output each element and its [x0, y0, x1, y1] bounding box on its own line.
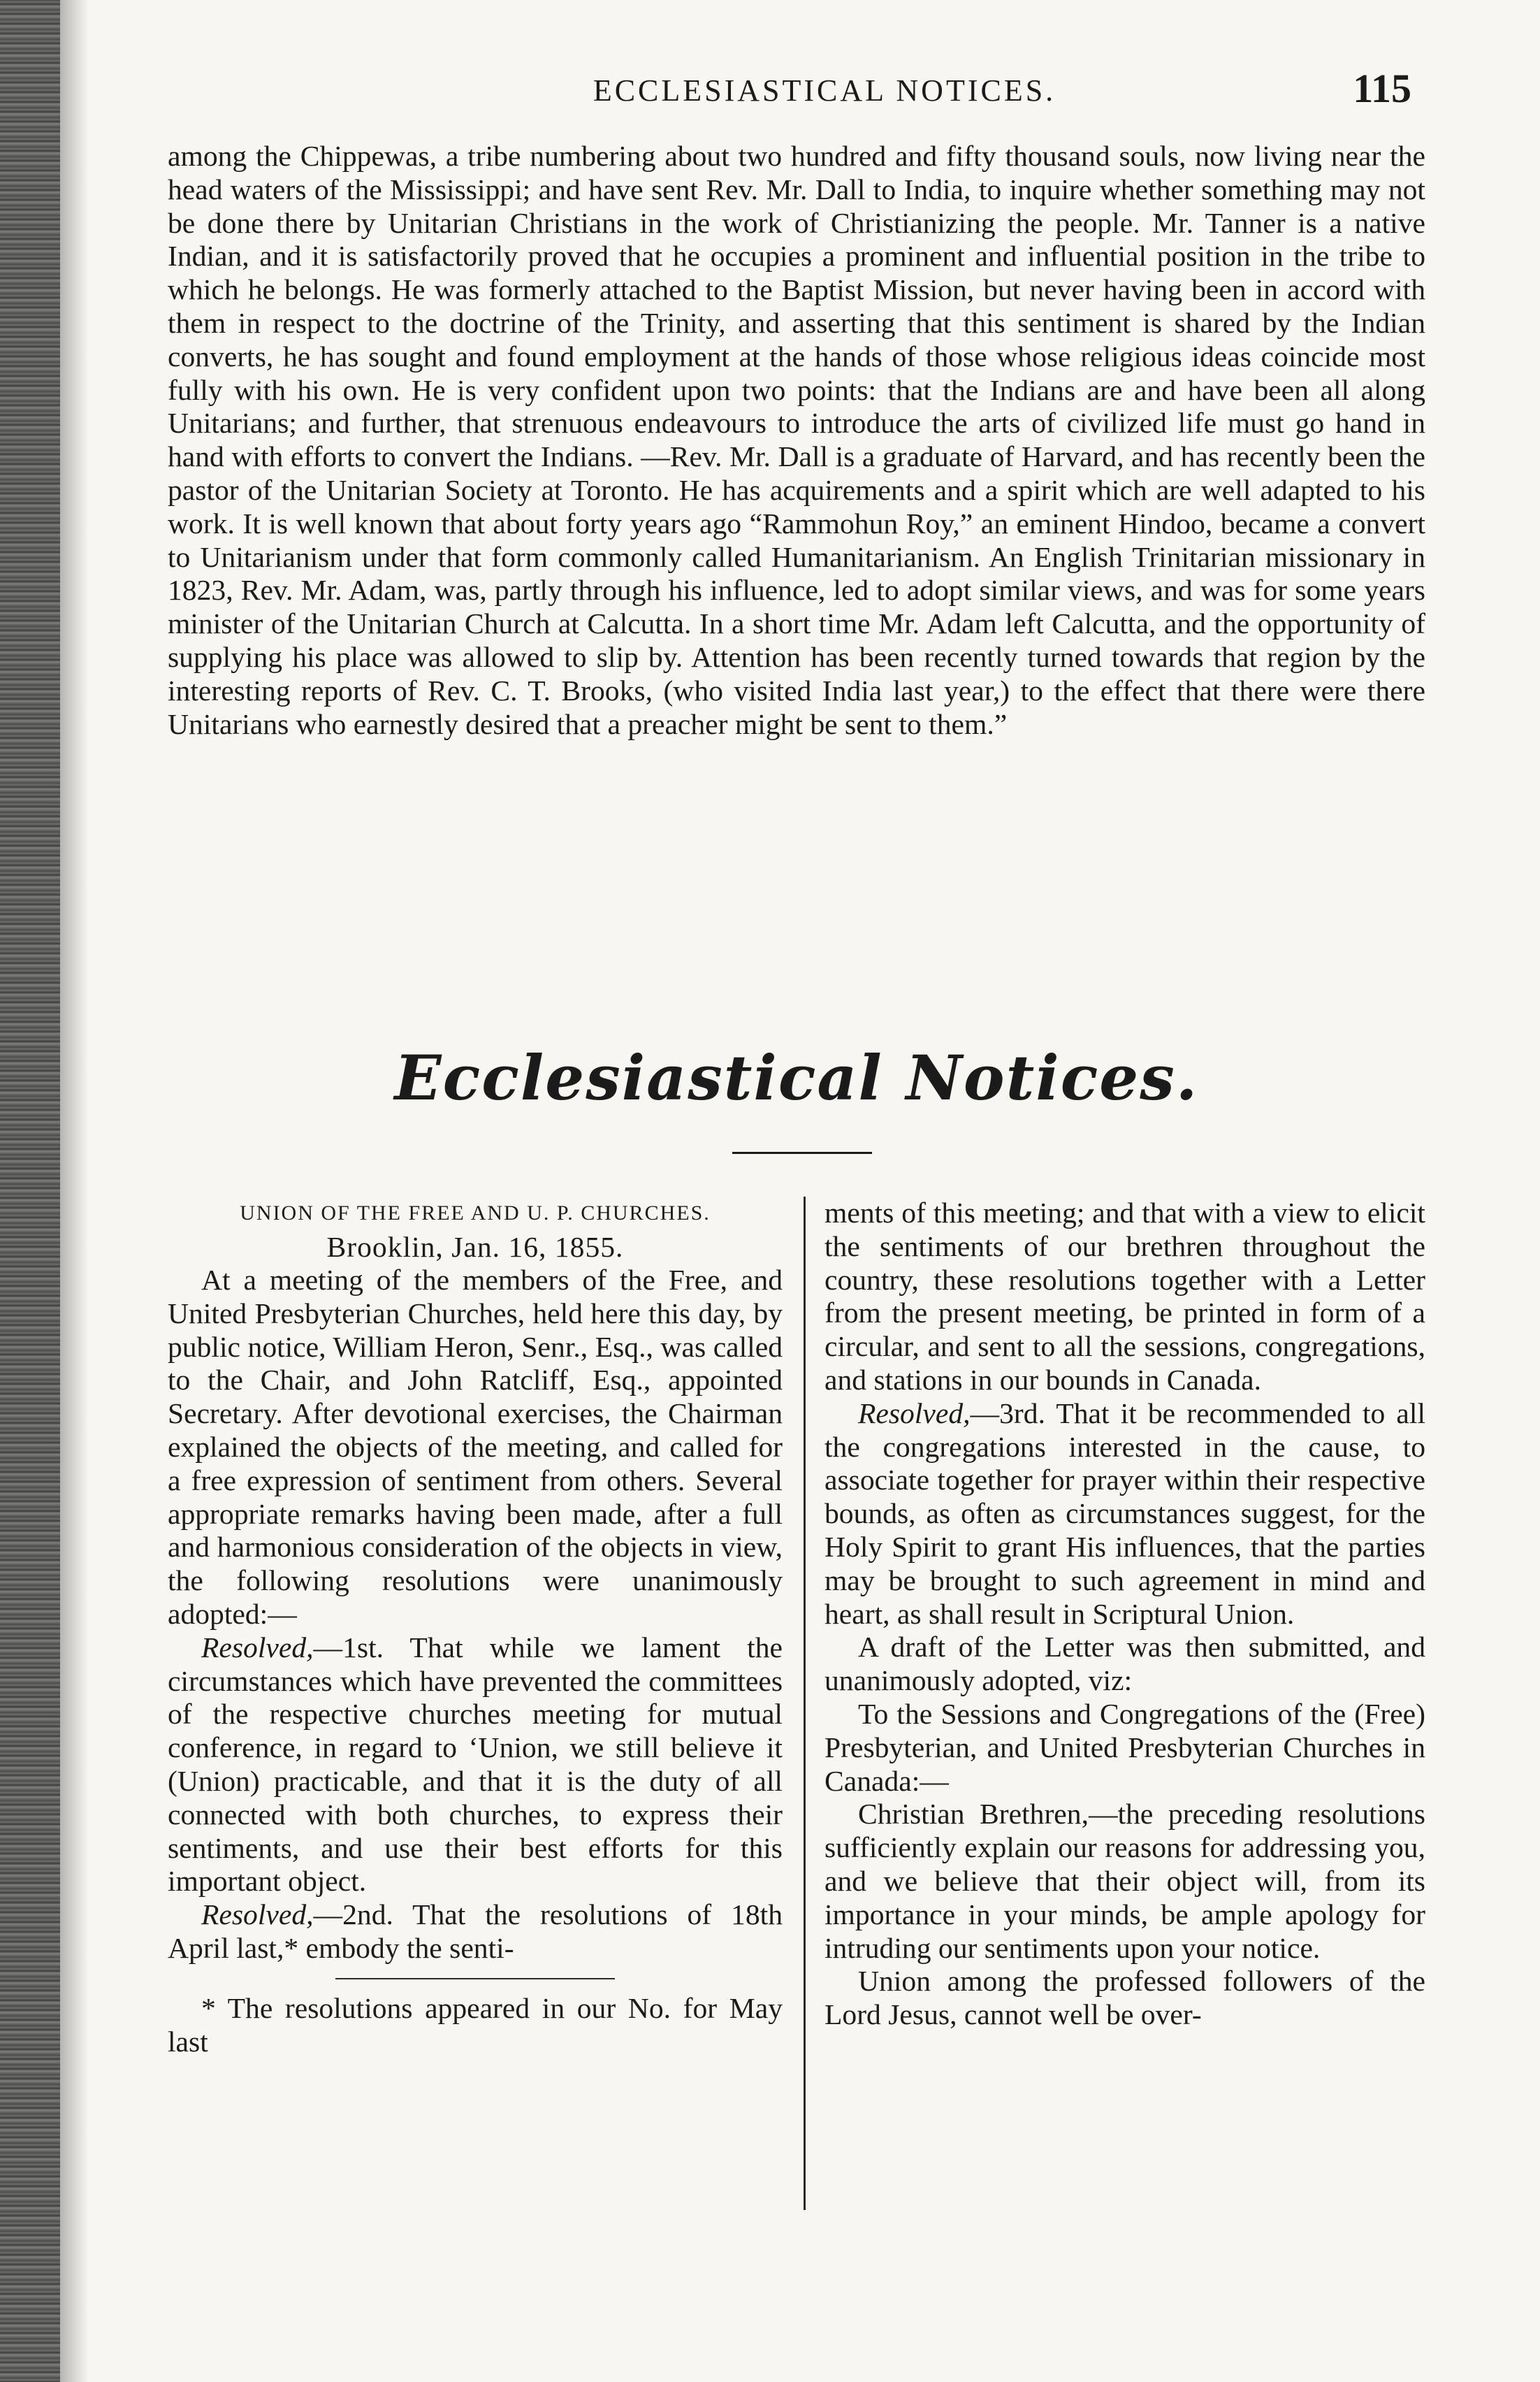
- resolution-third: [825, 1397, 1425, 1631]
- letter-address: To the Sessions and Congregations of the (Free) Presbyterian, and United Presbyterian Churches in Canada:—: [825, 1697, 1425, 1797]
- letter-union-paragraph: Union among the professed followers of the Lord Jesus, cannot well be over-: [825, 1965, 1425, 2031]
- resolution-label: Resolved,: [201, 1631, 314, 1663]
- heading-rule: [732, 1152, 872, 1154]
- footnote-rule: [335, 1978, 615, 1979]
- right-column: [825, 1197, 1425, 2032]
- resolution-first: [168, 1631, 783, 1898]
- meeting-paragraph: At a meeting of the members of the Free, and United Presbyterian Churches, held here this day, by public notice, William Heron, Senr., Esq., was called to the Chair, and John Ratcliff, Esq., appointed Secretary. After devotional exercises, the Chairman explained the objects of the meeting, and called for a free expression of sentiment from others. Several appropriate remarks having been made, after a full and harmonious consideration of the objects in view, the following resolutions were unanimously adopted:—: [168, 1264, 783, 1630]
- footnote: * The resolutions appeared in our No. for May last: [168, 1991, 783, 2058]
- book-spine-shadow: [0, 0, 60, 2382]
- intro-section: [168, 140, 1425, 741]
- resolution-label: Resolved,: [858, 1396, 971, 1429]
- letter-salutation-paragraph: Christian Brethren,—the preceding resolutions sufficiently explain our reasons for addressing you, and we believe that their object will, from its importance in your minds, be ample apology for intruding our sentiments upon your notice.: [825, 1798, 1425, 1964]
- book-page: [168, 0, 1425, 2382]
- section-heading: Ecclesiastical Notices.: [394, 1041, 1199, 1114]
- resolution-text: —1st. That while we lament the circumstances which have prevented the committees of the respective churches meeting for mutual conference, in regard to ‘Union, we still believe it (Union) practicable, and that it is the duty of all connected with both churches, to express their sentiments, and use their best efforts for this important object.: [168, 1631, 783, 1898]
- intro-paragraph: among the Chippewas, a tribe numbering about two hundred and fifty thousand souls, now living near the head waters of the Mississippi; and have sent Rev. Mr. Dall to India, to inquire whether something may not be done there by Unitarian Christians in the work of Christianizing the people. Mr. Tanner is a native Indian, and it is satisfactorily proved that he occupies a prominent and influential position in the tribe to which he belongs. He was formerly attached to the Baptist Mission, but never having been in accord with them in respect to the doctrine of the Trinity, and asserting that this sentiment is shared by the Indian converts, he has sought and found employment at the hands of those whose religious ideas coincide most fully with his own. He is very confident upon two points: that the Indians are and have been all along Unitarians; and further, that strenuous endeavours to introduce the arts of civilized life must go hand in hand with efforts to convert the Indians. —Rev. Mr. Dall is a graduate of Harvard, and has recently been the pastor of the Unitarian Society at Toronto. He has acquirements and a spirit which are well adapted to his work. It is well known that about forty years ago “Rammohun Roy,” an eminent Hindoo, became a convert to Unitarianism under that form commonly called Humanitarianism. An English Trinitarian missionary in 1823, Rev. Mr. Adam, was, partly through his influence, led to adopt similar views, and was for some years minister of the Unitarian Church at Calcutta. In a short time Mr. Adam left Calcutta, and the opportunity of supplying his place was allowed to slip by. Attention has been recently turned towards that region by the interesting reports of Rev. C. T. Brooks, (who visited India last year,) to the effect that there were there Unitarians who earnestly desired that a preacher might be sent to them.”: [168, 140, 1425, 740]
- page-number: 115: [1353, 66, 1411, 111]
- resolution-second: [168, 1898, 783, 1965]
- gutter-shadow: [60, 0, 88, 2382]
- article-dateline: Brooklin, Jan. 16, 1855.: [326, 1231, 624, 1263]
- draft-paragraph: A draft of the Letter was then submitted, and unanimously adopted, viz:: [825, 1631, 1425, 1697]
- article-subheading: UNION OF THE FREE AND U. P. CHURCHES.: [240, 1201, 711, 1225]
- resolution-text: —3rd. That it be recommended to all the congregations interested in the cause, to associate together for prayer within their respective bounds, as often as circumstances suggest, for the Holy Spirit to grant His influences, that the parties may be brought to such agreement in mind and heart, as shall result in Scriptural Union.: [825, 1396, 1425, 1630]
- resolution-text: —2nd. That the resolutions of 18th April last,* embody the senti-: [168, 1898, 783, 1964]
- running-head: [168, 66, 1425, 119]
- resolution-label: Resolved,: [201, 1898, 314, 1931]
- continuation-paragraph: ments of this meeting; and that with a view to elicit the sentiments of our brethren throughout the country, these resolutions together with a Letter from the present meeting, be printed in form of a circular, and sent to all the sessions, congregations, and stations in our bounds in Canada.: [825, 1197, 1425, 1396]
- column-divider: [804, 1197, 806, 2210]
- left-column: [168, 1197, 783, 2058]
- running-head-title: ECCLESIASTICAL NOTICES.: [593, 73, 1056, 108]
